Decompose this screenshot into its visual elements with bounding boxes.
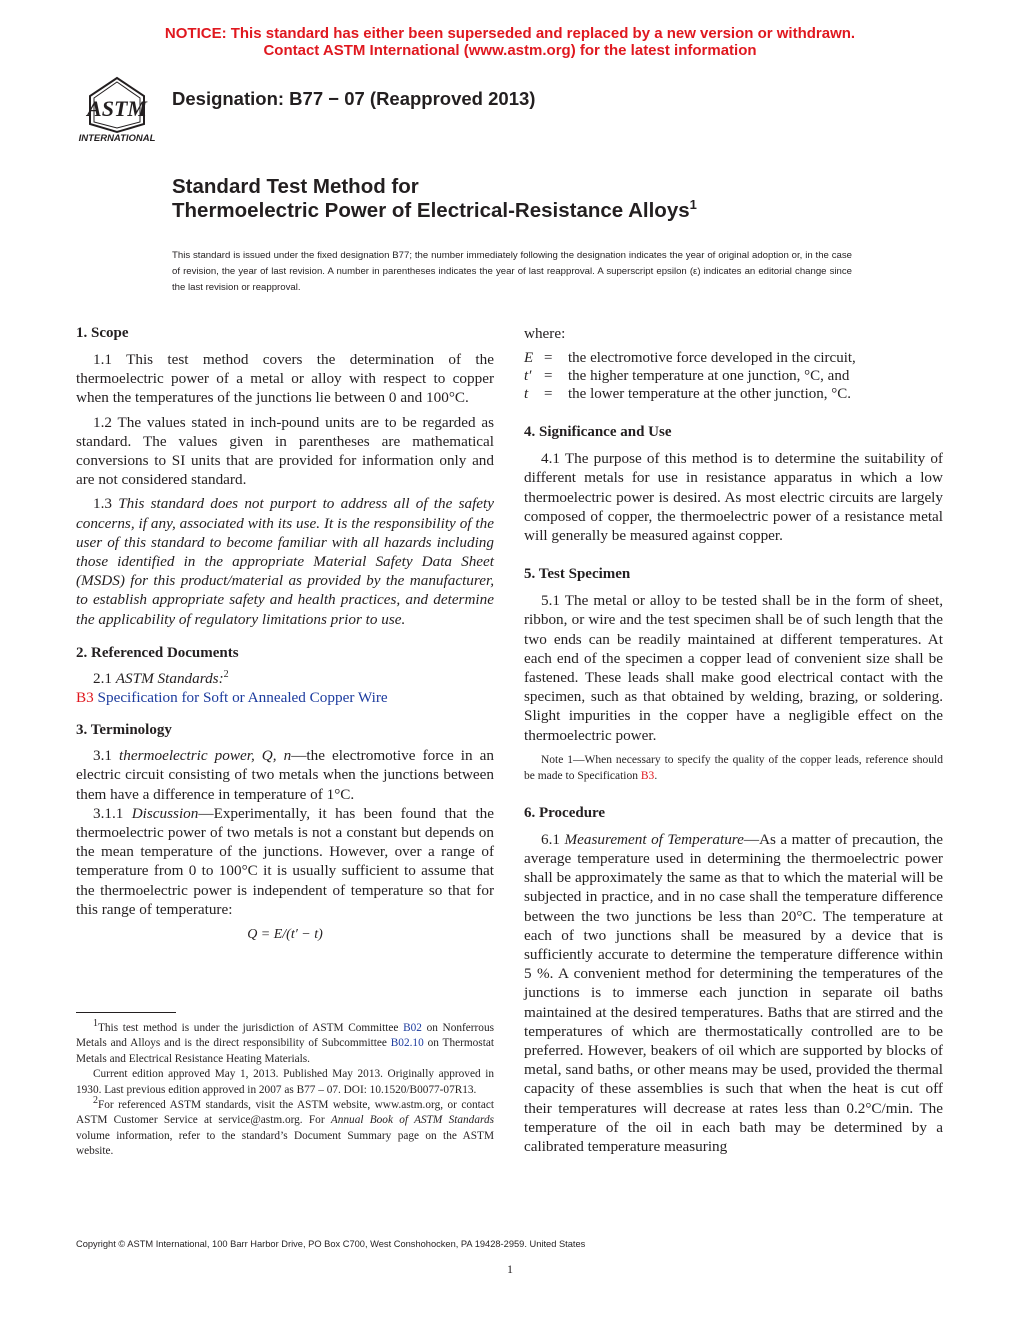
para-3-1: 3.1 thermoelectric power, Q, n—the electromotive force in an electric circuit consisting of two metals when the junctions between them have a difference in temperature of 1°C. [76,747,495,803]
section-5-heading: 5. Test Specimen [524,566,631,583]
title-footnote-mark: 1 [689,197,697,212]
link-b02[interactable]: B02 [403,1022,422,1034]
section-6-heading: 6. Procedure [524,804,606,821]
para-1-1: 1.1 This test method covers the determination of the thermoelectric power of a metal or alloy with respect to copper when the temperatures of the junctions lie between 0 and 100°C. [76,351,494,407]
ref-b3-code: B3 [76,689,94,707]
astm-logo [72,72,162,144]
page-number: 1 [507,1262,513,1276]
section-1-heading: 1. Scope [76,325,129,341]
equation: Q = E/(t′ − t) [247,927,323,943]
para-5-1: 5.1 The metal or alloy to be tested shall be in the form of sheet, ribbon, or wire and the test specimen shall be of such length that the two ends can be readily maintained at different temperatures. At each end of the specimen a copper lead of convenient size shall be fastened. These leads shall make good electrical contact with the specimen, such as that obtained by welding, brazing, or soldering. Slight impurities in the copper have a negligible effect on the thermoelectric power. [524,592,943,744]
section-4-heading: 4. Significance and Use [524,424,672,441]
para-1-3: 1.3 This standard does not purport to address all of the safety concerns, if any, associated with its use. It is the responsibility of the user of this standard to become familiar with all hazards including those identified in the appropriate Material Safety Data Sheet (MSDS) for this product/material as provided by the manufacturer, to establish appropriate safety and health practices, and determine the applicability of regulatory limitations prior to use. [76,495,494,628]
title-line-1: Standard Test Method for [172,175,419,198]
note-1: Note 1—When necessary to specify the quality of the copper leads, reference should be made to Specification B3. [524,753,943,782]
notice-line-1: NOTICE: This standard has either been superseded and replaced by a new version or withdrawn. [164,25,856,42]
para-4-1: 4.1 The purpose of this method is to determine the suitability of different metals for use in resistance apparatus in which a low thermoelectric power is desired. As most electric circuits are largely composed of copper, the thermoelectric power of a resistance metal will generally be measured against copper. [524,450,943,545]
footnote-1: $^1$This test method is under the jurisdiction of ASTM Committee B02 on Nonferrous Metals and Alloys and is the direct responsibility of Subcommittee B02.10 on Thermostat Metals and Electrical Resistance Heating Materials. [76,1018,494,1065]
right-column [524,324,943,1156]
left-column [76,324,494,945]
para-2-1: 2.1 ASTM Standards:$^2$ [93,668,229,687]
link-b3-note[interactable]: B3 [640,769,655,782]
logo-caption: INTERNATIONAL [78,133,156,144]
footnote-rule [76,1012,176,1013]
para-6-1: 6.1 Measurement of Temperature—As a matter of precaution, the average temperature used in determining the thermoelectric power shall be approximately the same as that to which the material will be subjected in practice, and in no case shall the temperature difference between the two junctions be less than 20°C. The temperature at each of two junctions shall be measured by a device that is sufficiently accurate to determine the temperature difference within 5 %. A convenient method for determining the temperatures of the junctions is to immerse each junction in separate oil baths maintained at the desired temperatures. Baths that are stirred and the temperatures of which are thermostatically controlled are to be preferred. However, beakers of oil which are supported by blocks of metal, sand baths, or other means may be used, provided the thermal capacity of these assemblies is such that when the heat is cut off their temperatures will decrease at rates less than 0.2°C/min. The temperature of the oil in each bath may be determined by a calibrated temperature measuring [524,830,944,1156]
where-label: where: [524,325,566,342]
logo-letters: ASTM [87,96,147,121]
footnote-1-edition: Current edition approved May 1, 2013. Published May 2013. Originally approved in 1930. Last previous edition approved in 2007 as B77 – 07. DOI: 10.1520/B0077-07R13. [76,1068,494,1096]
notice-line-2: Contact ASTM International (www.astm.org) for the latest information [263,42,757,59]
ref-b3-title: Specification for Soft or Annealed Copper Wire [93,689,388,707]
link-b02-10[interactable]: B02.10 [390,1037,424,1050]
ref-b3[interactable] [76,688,494,707]
section-2-heading: 2. Referenced Documents [76,644,239,661]
copyright: Copyright © ASTM International, 100 Barr Harbor Drive, PO Box C700, West Conshohocken, PA 19428-2959. United States [76,1239,586,1249]
title-line-2: Thermoelectric Power of Electrical-Resistance Alloys$^1$ [172,197,697,222]
designation: Designation: B77 − 07 (Reapproved 2013) [172,88,536,109]
footnotes [76,1018,494,1160]
para-1-2: 1.2 The values stated in inch-pound units are to be regarded as standard. The values given in parentheses are mathematical conversions to SI units that are provided for information only and are not considered standard. [76,413,494,489]
footnote-2: $^2$For referenced ASTM standards, visit the ASTM website, www.astm.org, or contact ASTM Customer Service at service@astm.org. For Annual Book of ASTM Standards volume information, refer to the standard’s Document Summary page on the ASTM website. [76,1095,494,1158]
variable-list: E = the electromotive force developed in the circuit, t′ = the higher temperature at one junction, °C, and t = the lower temperature at the other junction, °C. [524,350,856,403]
section-3-heading: 3. Terminology [76,722,172,739]
issue-note: This standard is issued under the fixed designation B77; the number immediately following the designation indicates the year of original adoption or, in the case of revision, the year of last revision. A number in parentheses indicates the year of last reapproval. A superscript epsilon (ε) indicates an editorial change since the last revision or reapproval. [172,250,852,293]
para-3-1-1: 3.1.1 Discussion—Experimentally, it has been found that the thermoelectric power of two metals is not a constant but depends on the mean temperature of the junctions. However, over a range of temperature from 0 to 100°C it is usually sufficient to assume that the thermoelectric power is independent of temperature so that for this range of temperature: [76,804,494,918]
